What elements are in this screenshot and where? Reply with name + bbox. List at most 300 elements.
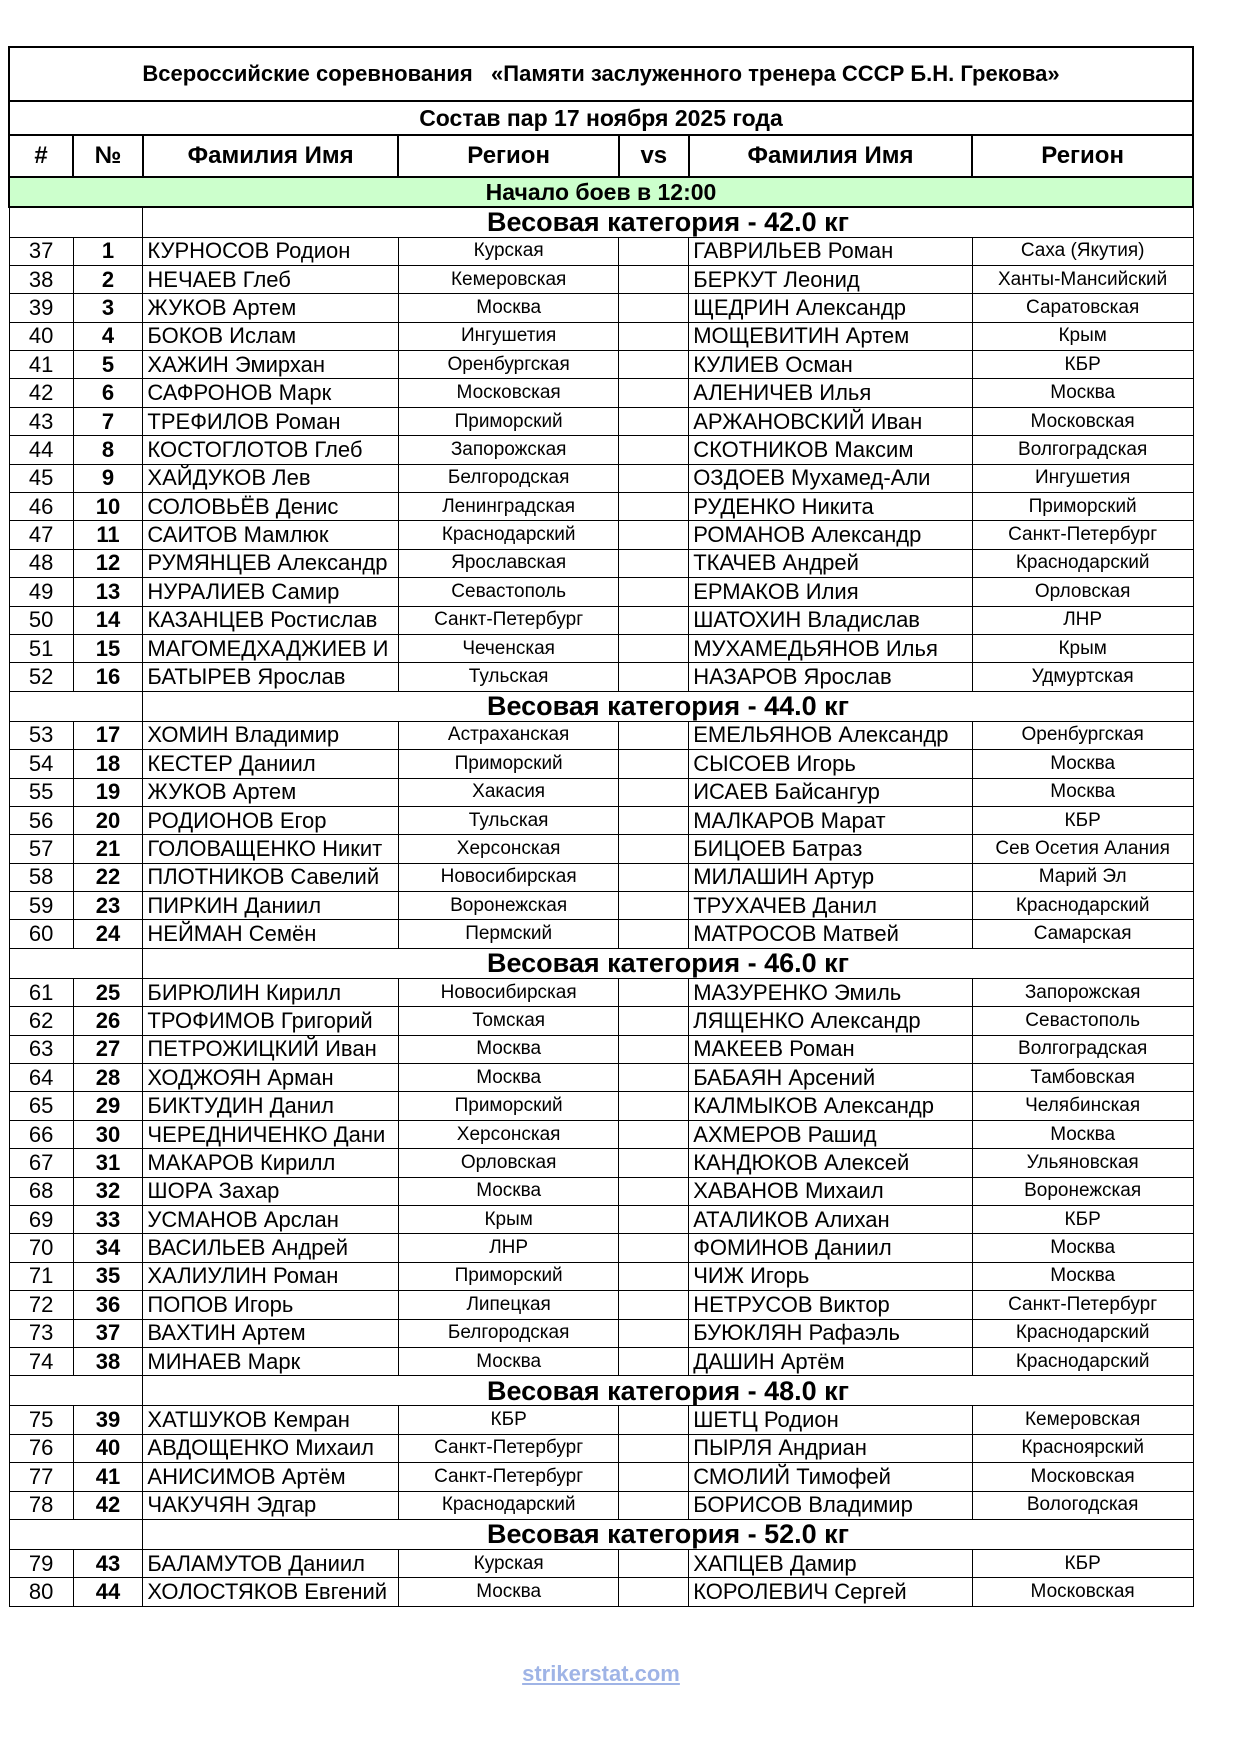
vs-cell: [619, 265, 689, 293]
fighter-right-region: Удмуртская: [972, 663, 1193, 691]
vs-cell: [619, 1549, 689, 1577]
date-row: [9, 101, 1193, 135]
bout-index: 70: [9, 1234, 73, 1262]
category-spacer: [9, 1519, 143, 1549]
bout-number: 2: [73, 265, 143, 293]
fighter-right-name: ЕМЕЛЬЯНОВ Александр: [689, 721, 973, 749]
bout-number: 10: [73, 493, 143, 521]
fighter-right-region: Санкт-Петербург: [972, 1291, 1193, 1319]
vs-cell: [619, 464, 689, 492]
bout-index: 57: [9, 835, 73, 863]
fighter-left-name: КУРНОСОВ Родион: [143, 237, 398, 265]
weight-category-label: Весовая категория - 44.0 кг: [143, 691, 1193, 721]
fighter-left-region: Курская: [398, 237, 619, 265]
pairings-sheet: [8, 46, 1194, 1686]
fighter-left-region: Запорожская: [398, 436, 619, 464]
fighter-right-region: Москва: [972, 379, 1193, 407]
vs-cell: [619, 1177, 689, 1205]
bout-row: [9, 1491, 1193, 1519]
weight-category-row: [9, 207, 1193, 237]
fighter-right-name: АЛЕНИЧЕВ Илья: [689, 379, 973, 407]
fighter-right-region: Москва: [972, 778, 1193, 806]
category-spacer: [9, 1376, 143, 1406]
fighter-right-name: БЕРКУТ Леонид: [689, 265, 973, 293]
bout-number: 43: [73, 1549, 143, 1577]
fighter-left-region: Новосибирская: [398, 863, 619, 891]
fighter-right-name: БАБАЯН Арсений: [689, 1064, 973, 1092]
bout-index: 43: [9, 407, 73, 435]
fighter-right-name: ШАТОХИН Владислав: [689, 606, 973, 634]
fighter-right-region: Москва: [972, 1120, 1193, 1148]
fighter-right-region: Сев Осетия Алания: [972, 835, 1193, 863]
bout-number: 8: [73, 436, 143, 464]
fighter-left-name: ПЕТРОЖИЦКИЙ Иван: [143, 1035, 398, 1063]
bout-number: 11: [73, 521, 143, 549]
fighter-right-region: Московская: [972, 1578, 1193, 1606]
fighter-left-name: ЧЕРЕДНИЧЕНКО Дани: [143, 1120, 398, 1148]
fighter-right-name: РУДЕНКО Никита: [689, 493, 973, 521]
fighter-left-region: Москва: [398, 1347, 619, 1375]
bout-number: 7: [73, 407, 143, 435]
vs-cell: [619, 1149, 689, 1177]
fighter-right-name: НАЗАРОВ Ярослав: [689, 663, 973, 691]
vs-cell: [619, 1120, 689, 1148]
fighter-right-name: ТКАЧЕВ Андрей: [689, 549, 973, 577]
bout-index: 37: [9, 237, 73, 265]
bout-row: [9, 1120, 1193, 1148]
fighter-right-name: ХАВАНОВ Михаил: [689, 1177, 973, 1205]
vs-cell: [619, 436, 689, 464]
fighter-left-region: Пермский: [398, 920, 619, 948]
fighter-right-name: КОРОЛЕВИЧ Сергей: [689, 1578, 973, 1606]
bout-index: 75: [9, 1406, 73, 1434]
bout-index: 56: [9, 806, 73, 834]
header-name-left: Фамилия Имя: [143, 135, 398, 177]
fighter-right-region: Ульяновская: [972, 1149, 1193, 1177]
fighter-right-region: Саратовская: [972, 294, 1193, 322]
bout-row: [9, 863, 1193, 891]
vs-cell: [619, 1234, 689, 1262]
fighter-left-name: МИНАЕВ Марк: [143, 1347, 398, 1375]
weight-category-label: Весовая категория - 46.0 кг: [143, 948, 1193, 978]
bout-row: [9, 1463, 1193, 1491]
bout-index: 54: [9, 750, 73, 778]
bout-index: 59: [9, 892, 73, 920]
fighter-left-name: ЖУКОВ Артем: [143, 294, 398, 322]
start-time: Начало боев в 12:00: [9, 177, 1193, 207]
bout-number: 6: [73, 379, 143, 407]
fighter-right-name: ХАПЦЕВ Дамир: [689, 1549, 973, 1577]
fighter-right-region: Воронежская: [972, 1177, 1193, 1205]
bout-index: 38: [9, 265, 73, 293]
vs-cell: [619, 1035, 689, 1063]
bout-number: 4: [73, 322, 143, 350]
bout-row: [9, 835, 1193, 863]
bout-index: 69: [9, 1206, 73, 1234]
bout-number: 39: [73, 1406, 143, 1434]
fighter-left-region: Тульская: [398, 806, 619, 834]
bout-row: [9, 1549, 1193, 1577]
fighter-right-region: Севастополь: [972, 1007, 1193, 1035]
bout-row: [9, 464, 1193, 492]
bout-row: [9, 920, 1193, 948]
vs-cell: [619, 351, 689, 379]
bout-index: 55: [9, 778, 73, 806]
fighter-left-region: Краснодарский: [398, 521, 619, 549]
bout-number: 24: [73, 920, 143, 948]
fighter-right-region: Волгоградская: [972, 436, 1193, 464]
fighter-right-region: КБР: [972, 1549, 1193, 1577]
header-region-left: Регион: [398, 135, 619, 177]
bout-number: 22: [73, 863, 143, 891]
bout-row: [9, 663, 1193, 691]
bout-index: 42: [9, 379, 73, 407]
bout-index: 44: [9, 436, 73, 464]
fighter-left-region: Севастополь: [398, 578, 619, 606]
bout-index: 73: [9, 1319, 73, 1347]
bout-row: [9, 1064, 1193, 1092]
vs-cell: [619, 578, 689, 606]
vs-cell: [619, 1406, 689, 1434]
fighter-left-region: Томская: [398, 1007, 619, 1035]
fighter-right-name: БОРИСОВ Владимир: [689, 1491, 973, 1519]
vs-cell: [619, 663, 689, 691]
vs-cell: [619, 721, 689, 749]
vs-cell: [619, 237, 689, 265]
bout-index: 39: [9, 294, 73, 322]
fighter-right-name: БУЮКЛЯН Рафаэль: [689, 1319, 973, 1347]
fighter-left-region: Приморский: [398, 1092, 619, 1120]
fighter-right-region: Краснодарский: [972, 1347, 1193, 1375]
bout-row: [9, 778, 1193, 806]
bout-number: 18: [73, 750, 143, 778]
bout-number: 21: [73, 835, 143, 863]
fighter-right-name: МИЛАШИН Артур: [689, 863, 973, 891]
vs-cell: [619, 521, 689, 549]
fighter-left-region: Кемеровская: [398, 265, 619, 293]
bout-number: 1: [73, 237, 143, 265]
vs-cell: [619, 1578, 689, 1606]
bout-number: 31: [73, 1149, 143, 1177]
fighter-right-name: МАКЕЕВ Роман: [689, 1035, 973, 1063]
bout-number: 5: [73, 351, 143, 379]
fighter-left-name: ХАЛИУЛИН Роман: [143, 1262, 398, 1290]
fighter-left-name: РОДИОНОВ Егор: [143, 806, 398, 834]
bout-number: 13: [73, 578, 143, 606]
bout-index: 41: [9, 351, 73, 379]
bout-index: 74: [9, 1347, 73, 1375]
fighter-left-region: Крым: [398, 1206, 619, 1234]
bout-row: [9, 407, 1193, 435]
bout-index: 65: [9, 1092, 73, 1120]
bout-row: [9, 265, 1193, 293]
fighter-left-name: БОКОВ Ислам: [143, 322, 398, 350]
fighter-right-region: Ингушетия: [972, 464, 1193, 492]
bout-number: 26: [73, 1007, 143, 1035]
bout-number: 12: [73, 549, 143, 577]
fighter-left-region: Хакасия: [398, 778, 619, 806]
fighter-left-region: Ингушетия: [398, 322, 619, 350]
bout-index: 66: [9, 1120, 73, 1148]
fighter-right-name: АТАЛИКОВ Алихан: [689, 1206, 973, 1234]
fighter-left-name: ПЛОТНИКОВ Савелий: [143, 863, 398, 891]
bout-row: [9, 1319, 1193, 1347]
bout-number: 37: [73, 1319, 143, 1347]
fighter-left-name: ХАЖИН Эмирхан: [143, 351, 398, 379]
vs-cell: [619, 863, 689, 891]
bout-number: 32: [73, 1177, 143, 1205]
bout-number: 25: [73, 978, 143, 1006]
fighter-left-region: Ярославская: [398, 549, 619, 577]
fighter-left-name: САФРОНОВ Марк: [143, 379, 398, 407]
vs-cell: [619, 806, 689, 834]
fighter-right-name: ТРУХАЧЕВ Данил: [689, 892, 973, 920]
bout-row: [9, 606, 1193, 634]
fighter-left-region: Санкт-Петербург: [398, 1463, 619, 1491]
fighter-left-region: Липецкая: [398, 1291, 619, 1319]
document-subtitle: Состав пар 17 ноября 2025 года: [9, 101, 1193, 135]
fighter-left-region: Санкт-Петербург: [398, 606, 619, 634]
vs-cell: [619, 778, 689, 806]
fighter-right-region: КБР: [972, 351, 1193, 379]
fighter-left-name: ТРЕФИЛОВ Роман: [143, 407, 398, 435]
fighter-right-region: Красноярский: [972, 1434, 1193, 1462]
fighter-left-name: ВАХТИН Артем: [143, 1319, 398, 1347]
fighter-right-name: ЕРМАКОВ Илия: [689, 578, 973, 606]
bout-index: 45: [9, 464, 73, 492]
bout-number: 17: [73, 721, 143, 749]
fighter-left-name: АВДОЩЕНКО Михаил: [143, 1434, 398, 1462]
fighter-left-region: Москва: [398, 294, 619, 322]
bout-number: 34: [73, 1234, 143, 1262]
fighter-right-name: ФОМИНОВ Даниил: [689, 1234, 973, 1262]
vs-cell: [619, 835, 689, 863]
fighter-right-name: АХМЕРОВ Рашид: [689, 1120, 973, 1148]
fighter-left-region: Белгородская: [398, 464, 619, 492]
fighter-right-name: МАЛКАРОВ Марат: [689, 806, 973, 834]
bout-number: 30: [73, 1120, 143, 1148]
fighter-left-region: Московская: [398, 379, 619, 407]
fighter-right-region: Краснодарский: [972, 1319, 1193, 1347]
bout-number: 33: [73, 1206, 143, 1234]
fighter-right-name: ЛЯЩЕНКО Александр: [689, 1007, 973, 1035]
fighter-right-region: Запорожская: [972, 978, 1193, 1006]
fighter-left-name: РУМЯНЦЕВ Александр: [143, 549, 398, 577]
bout-row: [9, 1406, 1193, 1434]
bout-row: [9, 721, 1193, 749]
vs-cell: [619, 978, 689, 1006]
fighter-left-name: ТРОФИМОВ Григорий: [143, 1007, 398, 1035]
bout-number: 27: [73, 1035, 143, 1063]
fighter-right-region: Тамбовская: [972, 1064, 1193, 1092]
bout-row: [9, 1234, 1193, 1262]
start-time-row: [9, 177, 1193, 207]
fighter-left-name: ХОЛОСТЯКОВ Евгений: [143, 1578, 398, 1606]
fighter-right-region: Ханты-Мансийский: [972, 265, 1193, 293]
bout-row: [9, 806, 1193, 834]
fighter-right-name: ДАШИН Артём: [689, 1347, 973, 1375]
vs-cell: [619, 322, 689, 350]
fighter-left-name: ПОПОВ Игорь: [143, 1291, 398, 1319]
bout-row: [9, 978, 1193, 1006]
bout-index: 76: [9, 1434, 73, 1462]
fighter-left-name: САИТОВ Мамлюк: [143, 521, 398, 549]
category-spacer: [9, 948, 143, 978]
category-spacer: [9, 207, 143, 237]
vs-cell: [619, 294, 689, 322]
fighter-left-region: КБР: [398, 1406, 619, 1434]
bout-number: 36: [73, 1291, 143, 1319]
fighter-left-name: ХАЙДУКОВ Лев: [143, 464, 398, 492]
fighter-left-name: ЖУКОВ Артем: [143, 778, 398, 806]
vs-cell: [619, 1206, 689, 1234]
fighter-left-region: Херсонская: [398, 1120, 619, 1148]
fighter-left-region: Ленинградская: [398, 493, 619, 521]
weight-category-label: Весовая категория - 52.0 кг: [143, 1519, 1193, 1549]
vs-cell: [619, 1291, 689, 1319]
bout-index: 72: [9, 1291, 73, 1319]
bout-row: [9, 237, 1193, 265]
fighter-left-name: АНИСИМОВ Артём: [143, 1463, 398, 1491]
vs-cell: [619, 1491, 689, 1519]
bout-number: 40: [73, 1434, 143, 1462]
fighter-right-name: МОЩЕВИТИН Артем: [689, 322, 973, 350]
bout-index: 79: [9, 1549, 73, 1577]
vs-cell: [619, 892, 689, 920]
fighter-left-name: НЕЧАЕВ Глеб: [143, 265, 398, 293]
fighter-right-name: ОЗДОЕВ Мухамед-Али: [689, 464, 973, 492]
vs-cell: [619, 379, 689, 407]
fighter-left-region: Приморский: [398, 407, 619, 435]
fighter-right-name: МУХАМЕДЬЯНОВ Илья: [689, 634, 973, 662]
weight-category-row: [9, 1376, 1193, 1406]
bout-number: 23: [73, 892, 143, 920]
fighter-left-name: УСМАНОВ Арслан: [143, 1206, 398, 1234]
fighter-left-name: ХОМИН Владимир: [143, 721, 398, 749]
fighter-left-region: Москва: [398, 1064, 619, 1092]
fighter-left-region: Приморский: [398, 750, 619, 778]
fighter-left-name: КОСТОГЛОТОВ Глеб: [143, 436, 398, 464]
fighter-left-region: ЛНР: [398, 1234, 619, 1262]
bout-number: 44: [73, 1578, 143, 1606]
fighter-left-name: БИКТУДИН Данил: [143, 1092, 398, 1120]
bout-row: [9, 1262, 1193, 1290]
title-row: [9, 47, 1193, 101]
bout-index: 46: [9, 493, 73, 521]
header-number: №: [73, 135, 143, 177]
fighter-right-region: Челябинская: [972, 1092, 1193, 1120]
fighter-right-region: Московская: [972, 407, 1193, 435]
bout-number: 15: [73, 634, 143, 662]
fighter-right-region: ЛНР: [972, 606, 1193, 634]
footer-link[interactable]: strikerstat.com: [522, 1661, 680, 1686]
fighter-right-region: Крым: [972, 634, 1193, 662]
fighter-left-name: БАТЫРЕВ Ярослав: [143, 663, 398, 691]
fighter-right-name: ШЕТЦ Родион: [689, 1406, 973, 1434]
bout-index: 47: [9, 521, 73, 549]
vs-cell: [619, 1262, 689, 1290]
fighter-right-region: Москва: [972, 1262, 1193, 1290]
bout-index: 67: [9, 1149, 73, 1177]
fighter-left-name: БИРЮЛИН Кирилл: [143, 978, 398, 1006]
fighter-right-region: Саха (Якутия): [972, 237, 1193, 265]
bout-row: [9, 294, 1193, 322]
fighter-left-name: ГОЛОВАЩЕНКО Никит: [143, 835, 398, 863]
bout-row: [9, 493, 1193, 521]
bout-number: 19: [73, 778, 143, 806]
vs-cell: [619, 634, 689, 662]
fighter-left-name: ВАСИЛЬЕВ Андрей: [143, 1234, 398, 1262]
bout-row: [9, 322, 1193, 350]
vs-cell: [619, 1007, 689, 1035]
fighter-right-name: БИЦОЕВ Батраз: [689, 835, 973, 863]
fighter-left-name: МАКАРОВ Кирилл: [143, 1149, 398, 1177]
fighter-left-name: НЕЙМАН Семён: [143, 920, 398, 948]
vs-cell: [619, 549, 689, 577]
fighter-left-region: Белгородская: [398, 1319, 619, 1347]
fighter-left-name: ШОРА Захар: [143, 1177, 398, 1205]
weight-category-row: [9, 948, 1193, 978]
fighter-right-region: Вологодская: [972, 1491, 1193, 1519]
fighter-right-name: СЫСОЕВ Игорь: [689, 750, 973, 778]
vs-cell: [619, 1347, 689, 1375]
bout-number: 35: [73, 1262, 143, 1290]
fighter-right-region: Краснодарский: [972, 549, 1193, 577]
fighter-left-name: КАЗАНЦЕВ Ростислав: [143, 606, 398, 634]
vs-cell: [619, 1092, 689, 1120]
fighter-left-region: Краснодарский: [398, 1491, 619, 1519]
fighter-right-region: КБР: [972, 806, 1193, 834]
bout-index: 49: [9, 578, 73, 606]
pairings-table: [8, 46, 1194, 1607]
bout-number: 3: [73, 294, 143, 322]
bout-index: 77: [9, 1463, 73, 1491]
vs-cell: [619, 1463, 689, 1491]
fighter-right-name: ГАВРИЛЬЕВ Роман: [689, 237, 973, 265]
document-title: Всероссийские соревнования «Памяти заслуженного тренера СССР Б.Н. Грекова»: [9, 47, 1193, 101]
fighter-right-name: ЧИЖ Игорь: [689, 1262, 973, 1290]
bout-index: 40: [9, 322, 73, 350]
bout-row: [9, 1347, 1193, 1375]
fighter-left-region: Чеченская: [398, 634, 619, 662]
fighter-left-name: ХАТШУКОВ Кемран: [143, 1406, 398, 1434]
bout-number: 29: [73, 1092, 143, 1120]
fighter-right-region: Марий Эл: [972, 863, 1193, 891]
fighter-left-region: Москва: [398, 1035, 619, 1063]
fighter-right-region: Крым: [972, 322, 1193, 350]
fighter-right-region: Оренбургская: [972, 721, 1193, 749]
category-spacer: [9, 691, 143, 721]
fighter-right-region: Кемеровская: [972, 1406, 1193, 1434]
fighter-left-region: Орловская: [398, 1149, 619, 1177]
fighter-right-name: МАЗУРЕНКО Эмиль: [689, 978, 973, 1006]
bout-row: [9, 750, 1193, 778]
bout-row: [9, 436, 1193, 464]
bout-number: 14: [73, 606, 143, 634]
bout-row: [9, 1206, 1193, 1234]
bout-index: 78: [9, 1491, 73, 1519]
bout-index: 63: [9, 1035, 73, 1063]
fighter-right-name: НЕТРУСОВ Виктор: [689, 1291, 973, 1319]
fighter-right-name: КАНДЮКОВ Алексей: [689, 1149, 973, 1177]
fighter-left-region: Тульская: [398, 663, 619, 691]
bout-row: [9, 521, 1193, 549]
fighter-left-region: Москва: [398, 1177, 619, 1205]
bout-row: [9, 379, 1193, 407]
fighter-left-region: Приморский: [398, 1262, 619, 1290]
bout-number: 41: [73, 1463, 143, 1491]
bout-row: [9, 1149, 1193, 1177]
